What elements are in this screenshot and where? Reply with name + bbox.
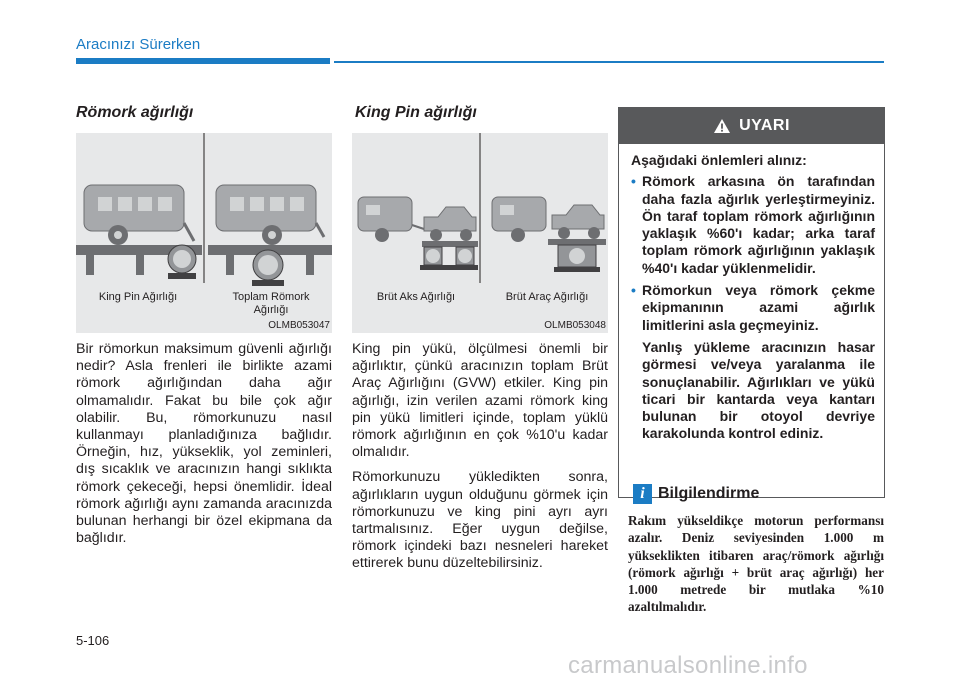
warning-triangle-icon	[713, 118, 731, 134]
caption-line-1: Toplam Römork	[232, 291, 310, 303]
info-icon: i	[633, 484, 652, 504]
section-header: Aracınızı Sürerken	[76, 36, 201, 53]
info-text: Rakım yükseldikçe motorun performansı azalır. Deniz seviyesinden 1.000 m yükseklikten itibaren araç/römork ağırlığı (römork ağırlığı + brüt araç ağırlığı) her 1.000 metrede bir mutlaka %10 azaltılmalıdır.	[628, 513, 884, 615]
figure-caption-axle: Brüt Aks Ağırlığı	[376, 291, 456, 303]
trailer-weight-text	[76, 341, 332, 555]
warning-title: UYARI	[739, 117, 790, 134]
figure-caption-vehicle: Brüt Araç Ağırlığı	[505, 291, 589, 303]
trailer-weight-figure	[76, 133, 332, 333]
warning-item-text: Römork arkasına ön tarafından daha fazla ağırlık yerleştirmeyiniz. Ön taraf toplam römork ağırlığının yaklaşık %60'ı kadar; arka taraf toplam römork ağırlığının yaklaşık %40'ı kadar yüklenmelidir.	[642, 173, 875, 276]
paragraph-2: Römorkunuzu yükledikten sonra, ağırlıkların uygun olduğunu görmek için römorkunuzu ve king pini ayrı ayrı tartmalısınız. Eğer uygun değilse, römork içindeki bazı nesneleri hareket ettirerek bunu düzeltebilirsiniz.	[352, 469, 608, 572]
paragraph-1: King pin yükü, ölçülmesi önemli bir ağırlıktır, çünkü aracınızın toplam Brüt Araç Ağırlığını (GVW) etkiler. King pin ağırlığı, izin verilen azami römork king pin yükü limitleri içinde, toplam yüklü römork ağırlığının en çok %10'u kadar olmalıdır.	[352, 341, 608, 461]
bullet-icon: •	[631, 282, 636, 299]
paragraph: Bir römorkun maksimum güvenli ağırlığı nedir? Asla frenleri ile birlikte azami römork ağırlığından daha ağır olmamalıdır. Fakat bu bile çok ağır olabilir. Bu, römorkunuzu nasıl kullanmayı planladığınıza bağlıdır. Örneğin, hız, yükseklik, yol zeminleri, dış sıcaklık ve aracınızın hangi sıklıkta römork çekeceği, hepsi önemlidir. İdeal römork ağırlığı aynı zamanda aracınızda bulunan herhangi bir özel ekipmana da bağlıdır.	[76, 341, 332, 547]
warning-header	[619, 108, 884, 144]
warning-intro: Aşağıdaki önlemleri alınız:	[631, 152, 807, 168]
figure-caption-total-trailer	[216, 291, 326, 317]
figure-code: OLMB053048	[544, 320, 606, 331]
king-pin-title: King Pin ağırlığı	[355, 104, 477, 121]
watermark: carmanualsonline.info	[568, 652, 808, 679]
warning-item	[631, 282, 875, 334]
header-rule-thick	[76, 58, 330, 64]
page-number: 5-106	[76, 633, 110, 648]
figure-caption-king-pin: King Pin Ağırlığı	[98, 291, 178, 303]
warning-body	[619, 144, 884, 443]
warning-sub-paragraph: Yanlış yükleme aracınızın hasar görmesi ve/veya yaralanma ile sonuçlanabilir. Ağırlıkları ve yükü ticari bir kantarda veya kantarı bulunan bir otoyol devriye karakolunda kontrol ediniz.	[642, 338, 875, 442]
king-pin-text	[352, 341, 608, 581]
bullet-icon: •	[631, 173, 636, 190]
trailer-weight-title: Römork ağırlığı	[76, 104, 194, 121]
warning-box	[618, 107, 885, 498]
header-rule-thin	[334, 61, 884, 63]
warning-item	[631, 173, 875, 277]
king-pin-figure	[352, 133, 608, 333]
info-header	[633, 484, 759, 504]
caption-line-2: Ağırlığı	[253, 304, 289, 316]
warning-item-text: Römorkun veya römork çekme ekipmanının azami ağırlık limitlerini asla geçmeyiniz.	[642, 282, 875, 333]
figure-code: OLMB053047	[268, 320, 330, 331]
info-title: Bilgilendirme	[658, 485, 760, 502]
